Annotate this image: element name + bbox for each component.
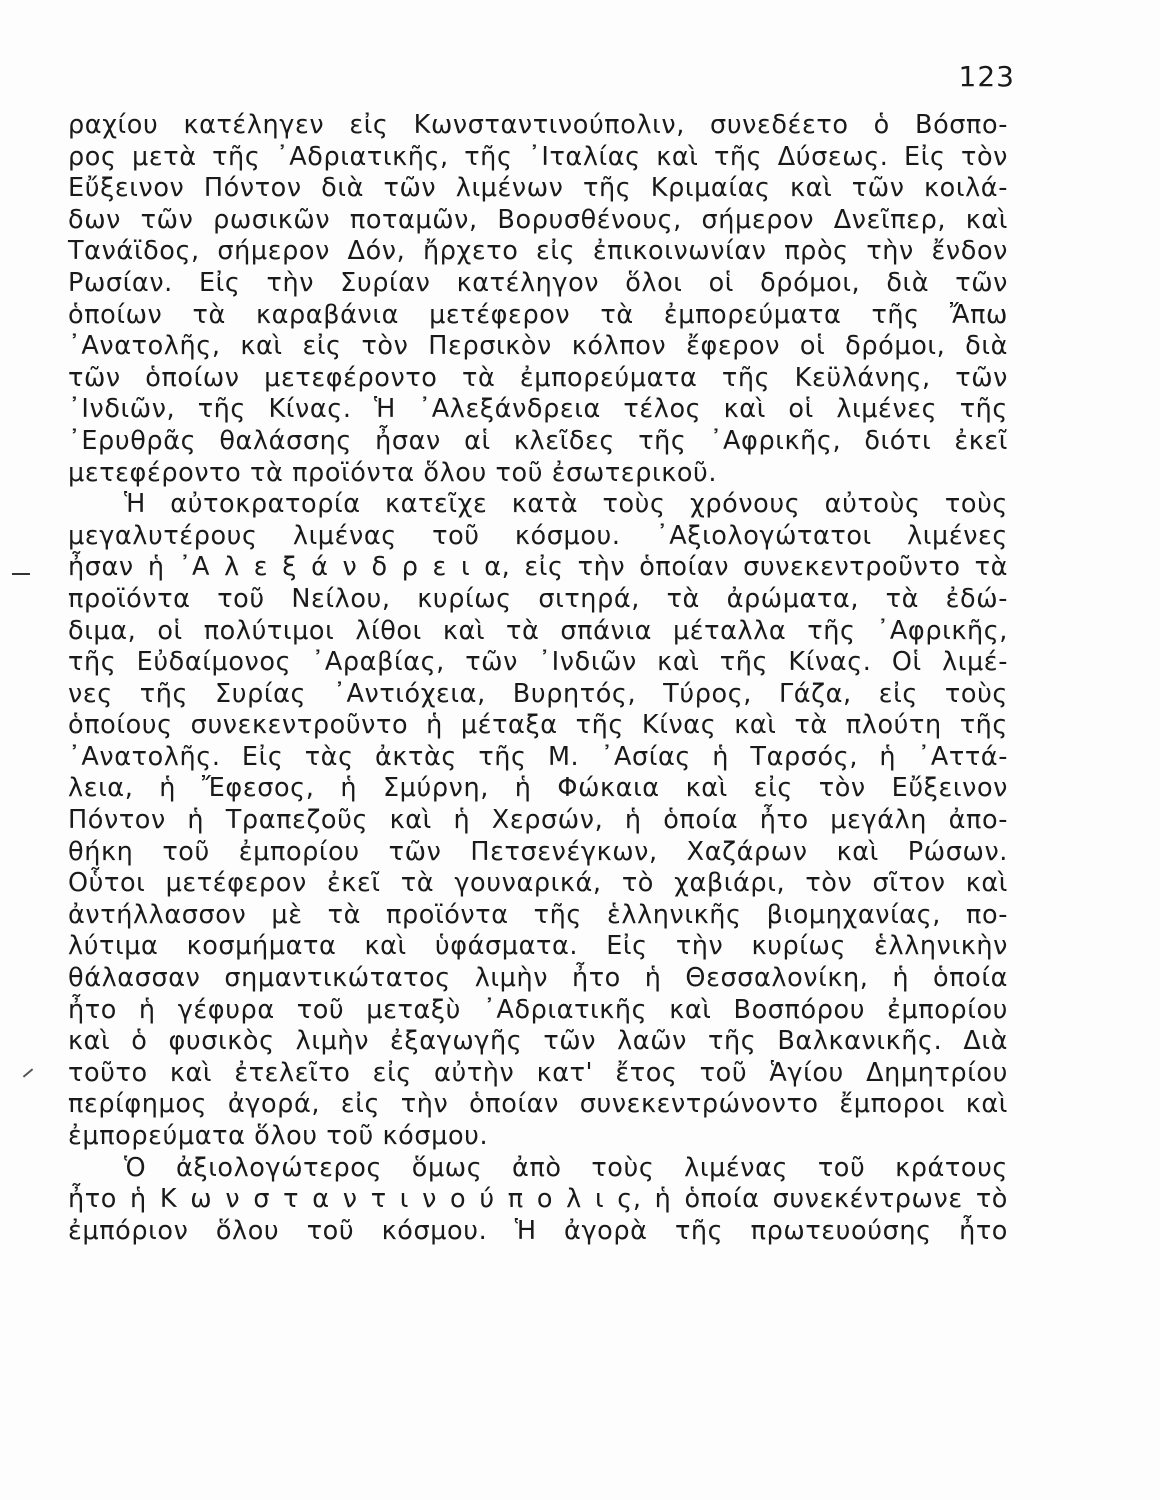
text-line: ὁποίους συνεκεντροῦντο ἡ μέταξα τῆς Κίνας καὶ τὰ πλούτη τῆς bbox=[68, 710, 1008, 741]
text-line: ἐμπορεύματα ὅλου τοῦ κόσμου. bbox=[68, 1121, 489, 1151]
text-line: τῶν ὁποίων μετεφέροντο τὰ ἐμπορεύματα τῆς Κεϋλάνης, τῶν bbox=[68, 362, 1008, 393]
text-line: ἦτο ἡ γέφυρα τοῦ μεταξὺ ᾿Αδριατικῆς καὶ Βοσπόρου ἐμπορίου bbox=[68, 994, 1008, 1025]
page-number: 123 bbox=[958, 60, 1015, 93]
body-text bbox=[68, 110, 1008, 1247]
text-line: Ὁ ἀξιολογώτερος ὅμως ἀπὸ τοὺς λιμένας τοῦ κράτους bbox=[124, 1152, 1008, 1183]
text-line: ἦτο ἡ Κ ω ν σ τ α ν τ ι ν ο ύ π ο λ ι ς, ἡ ὁποία συνεκέντρωνε τὸ bbox=[68, 1184, 1008, 1215]
text-line: νες τῆς Συρίας ᾿Αντιόχεια, Βυρητός, Τύρος, Γάζα, εἰς τοὺς bbox=[68, 678, 1008, 709]
text-line: Ρωσίαν. Εἰς τὴν Συρίαν κατέληγον ὅλοι οἱ δρόμοι, διὰ τῶν bbox=[68, 267, 1008, 298]
text-line: ᾿Ανατολῆς. Εἰς τὰς ἀκτὰς τῆς Μ. ᾿Ασίας ἡ Ταρσός, ἡ ᾿Αττά- bbox=[68, 741, 1008, 772]
text-line: περίφημος ἀγορά, εἰς τὴν ὁποίαν συνεκεντρώνοντο ἔμποροι καὶ bbox=[68, 1089, 1008, 1120]
text-line: μεγαλυτέρους λιμένας τοῦ κόσμου. ᾿Αξιολογώτατοι λιμένες bbox=[68, 520, 1008, 551]
text-line: διμα, οἱ πολύτιμοι λίθοι καὶ τὰ σπάνια μέταλλα τῆς ᾿Αφρικῆς, bbox=[68, 615, 1008, 646]
margin-tick bbox=[23, 1068, 33, 1077]
text-line: ἀντήλλασσον μὲ τὰ προϊόντα τῆς ἑλληνικῆς βιομηχανίας, πο- bbox=[68, 899, 1008, 930]
text-line: δων τῶν ρωσικῶν ποταμῶν, Βορυσθένους, σήμερον Δνεῖπερ, καὶ bbox=[68, 204, 1008, 235]
text-line: τοῦτο καὶ ἐτελεῖτο εἰς αὐτὴν κατ' ἔτος τοῦ Ἁγίου Δημητρίου bbox=[68, 1057, 1008, 1088]
text-line: Οὗτοι μετέφερον ἐκεῖ τὰ γουναρικά, τὸ χαβιάρι, τὸν σῖτον καὶ bbox=[68, 868, 1008, 899]
text-line: Ἡ αὐτοκρατορία κατεῖχε κατὰ τοὺς χρόνους αὐτοὺς τοὺς bbox=[124, 489, 1008, 520]
text-line: ᾿Ινδιῶν, τῆς Κίνας. Ἡ ᾿Αλεξάνδρεια τέλος καὶ οἱ λιμένες τῆς bbox=[68, 394, 1008, 425]
text-line: ὁποίων τὰ καραβάνια μετέφερον τὰ ἐμπορεύματα τῆς Ἄπω bbox=[68, 299, 1008, 330]
text-line: ἦσαν ἡ ᾿Α λ ε ξ ά ν δ ρ ε ι α, εἰς τὴν ὁποίαν συνεκεντροῦντο τὰ bbox=[68, 552, 1008, 583]
text-line: μετεφέροντο τὰ προϊόντα ὅλου τοῦ ἐσωτερικοῦ. bbox=[68, 457, 718, 488]
text-line: Τανάϊδος, σήμερον Δόν, ἤρχετο εἰς ἐπικοινωνίαν πρὸς τὴν ἔνδον bbox=[68, 236, 1008, 267]
text-line: ᾿Ερυθρᾶς θαλάσσης ἦσαν αἱ κλεῖδες τῆς ᾿Αφρικῆς, διότι ἐκεῖ bbox=[68, 425, 1008, 456]
text-line: Εὔξεινον Πόντον διὰ τῶν λιμένων τῆς Κριμαίας καὶ τῶν κοιλά- bbox=[68, 173, 1008, 204]
text-line: θήκη τοῦ ἐμπορίου τῶν Πετσενέγκων, Χαζάρων καὶ Ρώσων. bbox=[68, 836, 1008, 867]
text-line: προϊόντα τοῦ Νείλου, κυρίως σιτηρά, τὰ ἀρώματα, τὰ ἐδώ- bbox=[68, 583, 1008, 614]
text-line: Πόντον ἡ Τραπεζοῦς καὶ ἡ Χερσών, ἡ ὁποία ἦτο μεγάλη ἀπο- bbox=[68, 805, 1008, 836]
text-line: ρος μετὰ τῆς ᾿Αδριατικῆς, τῆς ᾿Ιταλίας καὶ τῆς Δύσεως. Εἰς τὸν bbox=[68, 141, 1008, 172]
text-line: καὶ ὁ φυσικὸς λιμὴν ἐξαγωγῆς τῶν λαῶν τῆς Βαλκανικῆς. Διὰ bbox=[68, 1026, 1008, 1057]
text-line: θάλασσαν σημαντικώτατος λιμὴν ἦτο ἡ Θεσσαλονίκη, ἡ ὁποία bbox=[68, 963, 1008, 994]
text-line: ᾿Ανατολῆς, καὶ εἰς τὸν Περσικὸν κόλπον ἔφερον οἱ δρόμοι, διὰ bbox=[68, 331, 1008, 362]
margin-mark bbox=[12, 573, 30, 575]
text-line: ἐμπόριον ὅλου τοῦ κόσμου. Ἡ ἀγορὰ τῆς πρωτευούσης ἦτο bbox=[68, 1215, 1008, 1246]
text-line: λεια, ἡ Ἔφεσος, ἡ Σμύρνη, ἡ Φώκαια καὶ εἰς τὸν Εὔξεινον bbox=[68, 773, 1008, 804]
text-line: ραχίου κατέληγεν εἰς Κωνσταντινούπολιν, συνεδέετο ὁ Βόσπο- bbox=[68, 110, 1008, 140]
text-line: τῆς Εὐδαίμονος ᾿Αραβίας, τῶν ᾿Ινδιῶν καὶ τῆς Κίνας. Οἱ λιμέ- bbox=[68, 647, 1008, 678]
text-line: λύτιμα κοσμήματα καὶ ὑφάσματα. Εἰς τὴν κυρίως ἑλληνικὴν bbox=[68, 931, 1008, 962]
